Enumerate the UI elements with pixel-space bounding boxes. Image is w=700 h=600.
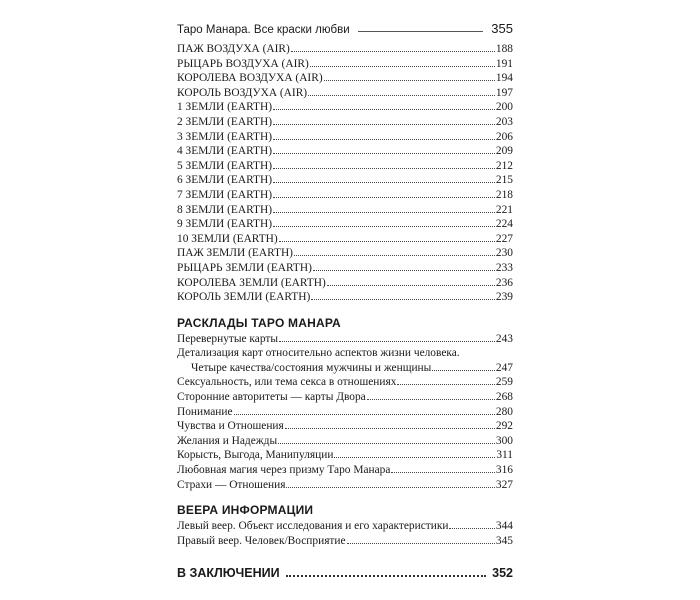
toc-entry-title: КОРОЛЬ ВОЗДУХА (AIR) [177,86,308,99]
toc-entry-title: 3 ЗЕМЛИ (EARTH) [177,130,273,143]
toc-entry-page: 200 [495,101,513,114]
toc-entry-title: КОРОЛЕВА ВОЗДУХА (AIR) [177,72,323,85]
toc-entry-title: 2 ЗЕМЛИ (EARTH) [177,115,273,128]
toc-entry-page: 203 [495,115,513,128]
header-rule [358,31,484,32]
toc-entry-title: Перевернутые карты [177,332,279,345]
toc-entry-page: 230 [495,247,513,260]
toc-entry[interactable] [177,361,513,376]
toc-entry-page: 218 [495,188,513,201]
toc-entry-page: 194 [495,72,513,85]
dot-leader [311,299,495,300]
toc-entry[interactable] [177,478,513,493]
toc-entry[interactable] [177,246,513,261]
toc-entry-title: РЫЦАРЬ ВОЗДУХА (AIR) [177,57,309,70]
toc-entry-title: 4 ЗЕМЛИ (EARTH) [177,145,273,158]
dot-leader [273,109,495,110]
toc-entry-page: 227 [495,232,513,245]
toc-entry-title: ПАЖ ЗЕМЛИ (EARTH) [177,247,293,260]
dot-leader [273,139,495,140]
dot-leader [286,487,494,488]
toc-entry-page: 209 [495,145,513,158]
toc-entry[interactable] [177,405,513,420]
toc-entry[interactable] [177,419,513,434]
toc-entry-page: 268 [495,391,513,404]
dot-leader [273,182,495,183]
toc-entry[interactable] [177,261,513,276]
dot-leader [234,414,495,415]
toc-entry-page: 236 [495,276,513,289]
toc-group-spreads [177,332,513,493]
toc-entry-page: 327 [495,478,513,491]
toc-entry-page: 259 [495,376,513,389]
toc-entry-title: 1 ЗЕМЛИ (EARTH) [177,101,273,114]
dot-leader [273,226,495,227]
dot-leader [273,212,495,213]
dot-leader [327,285,495,286]
dot-leader [273,153,495,154]
toc-entry[interactable] [177,57,513,72]
toc-entry-page: 300 [495,434,513,447]
toc-entry-page: 247 [495,361,513,374]
toc-entry-title: Сторонние авторитеты — карты Двора [177,391,366,404]
dot-leader [279,341,495,342]
dot-leader [391,472,494,473]
toc-entry-page: 191 [495,57,513,70]
dot-leader [334,457,495,458]
book-title: Таро Манара. Все краски любви [177,24,350,36]
toc-entry-title: ПАЖ ВОЗДУХА (AIR) [177,43,290,55]
dot-leader [294,255,495,256]
toc-entry-title: Понимание [177,405,233,418]
toc-entry-title: 9 ЗЕМЛИ (EARTH) [177,218,273,231]
toc-entry-page: 206 [495,130,513,143]
dot-leader [449,528,494,529]
toc-entry-title: Корысть, Выгода, Манипуляции [177,449,334,462]
dot-leader [273,168,495,169]
toc-entry-page: 243 [495,332,513,345]
toc-entry[interactable] [177,434,513,449]
toc-entry-title: Желания и Надежды [177,434,278,447]
toc-group-fans [177,519,513,548]
toc-entry-page: 345 [495,534,513,547]
dot-leader [432,370,495,371]
toc-entry-title: Детализация карт относительно аспектов жизни человека. [177,347,460,360]
toc-entry[interactable] [177,276,513,291]
toc-entry-title: РЫЦАРЬ ЗЕМЛИ (EARTH) [177,261,312,274]
dot-leader [324,80,495,81]
toc-entry[interactable] [177,100,513,115]
toc-entry[interactable] [177,375,513,390]
toc-entry-page: 344 [495,520,513,533]
toc-entry[interactable] [177,332,513,347]
toc-entry-title: 8 ЗЕМЛИ (EARTH) [177,203,273,216]
toc-entry-page: 311 [496,449,513,462]
dot-leader [347,543,495,544]
toc-entry[interactable] [177,217,513,232]
toc-entry[interactable] [177,448,513,463]
toc-entry[interactable] [177,390,513,405]
toc-entry[interactable] [177,290,513,305]
dot-leader [286,575,487,577]
section-heading[interactable]: РАСКЛАДЫ ТАРО МАНАРА [177,315,341,330]
toc-entry-title: Любовная магия через призму Таро Манара [177,464,391,477]
toc-entry[interactable] [177,173,513,188]
dot-leader [273,197,495,198]
toc-entry-page: 316 [495,464,513,477]
toc-entry[interactable] [177,115,513,130]
toc-entry-page: 188 [495,43,513,55]
toc-conclusion-entry[interactable] [177,566,513,580]
toc-group-cards [177,42,513,305]
dot-leader [313,270,495,271]
toc-entry-title: 6 ЗЕМЛИ (EARTH) [177,174,273,187]
toc-entry-title: Левый веер. Объект исследования и его характеристики [177,520,449,533]
toc-entry[interactable] [177,71,513,86]
toc-entry[interactable] [177,346,513,361]
toc-entry[interactable] [177,159,513,174]
dot-leader [279,241,495,242]
dot-leader [273,124,495,125]
toc-entry[interactable] [177,203,513,218]
toc-entry-page: 197 [495,86,513,99]
dot-leader [278,443,495,444]
conclusion-title: В ЗАКЛЮЧЕНИИ [177,566,280,581]
toc-entry-page: 233 [495,261,513,274]
page-number: 355 [491,21,513,36]
toc-entry-page: 224 [495,218,513,231]
section-heading[interactable]: ВЕЕРА ИНФОРМАЦИИ [177,503,314,518]
toc-entry-title: Страхи — Отношения [177,478,286,491]
conclusion-page: 352 [492,566,513,581]
toc-entry-page: 280 [495,405,513,418]
toc-entry[interactable] [177,188,513,203]
dot-leader [291,51,495,52]
toc-entry[interactable] [177,42,513,57]
toc-entry-page: 212 [495,159,513,172]
dot-leader [285,428,495,429]
toc-entry-title: 10 ЗЕМЛИ (EARTH) [177,232,278,245]
toc-entry[interactable] [177,463,513,478]
toc-entry-page: 239 [495,291,513,304]
dot-leader [310,66,495,67]
running-header [177,14,513,36]
toc-entry[interactable] [177,534,513,549]
toc-entry[interactable] [177,519,513,534]
dot-leader [308,95,495,96]
toc-entry[interactable] [177,144,513,159]
toc-page [177,14,513,580]
toc-entry-title: 7 ЗЕМЛИ (EARTH) [177,188,273,201]
toc-entry-page: 215 [495,174,513,187]
toc-entry-page: 221 [495,203,513,216]
toc-entry-title: Чувства и Отношения [177,420,284,433]
toc-entry-title: Правый веер. Человек/Восприятие [177,534,346,547]
toc-entry-title: Четыре качества/состояния мужчины и женщины [191,361,432,374]
dot-leader [367,399,495,400]
toc-entry[interactable] [177,232,513,247]
toc-entry-title: 5 ЗЕМЛИ (EARTH) [177,159,273,172]
dot-leader [397,384,494,385]
toc-entry-title: КОРОЛЕВА ЗЕМЛИ (EARTH) [177,276,326,289]
toc-entry[interactable] [177,86,513,101]
toc-entry-page: 292 [495,420,513,433]
toc-entry-title: Сексуальность, или тема секса в отношениях [177,376,397,389]
toc-entry-title: КОРОЛЬ ЗЕМЛИ (EARTH) [177,291,311,304]
toc-entry[interactable] [177,130,513,145]
